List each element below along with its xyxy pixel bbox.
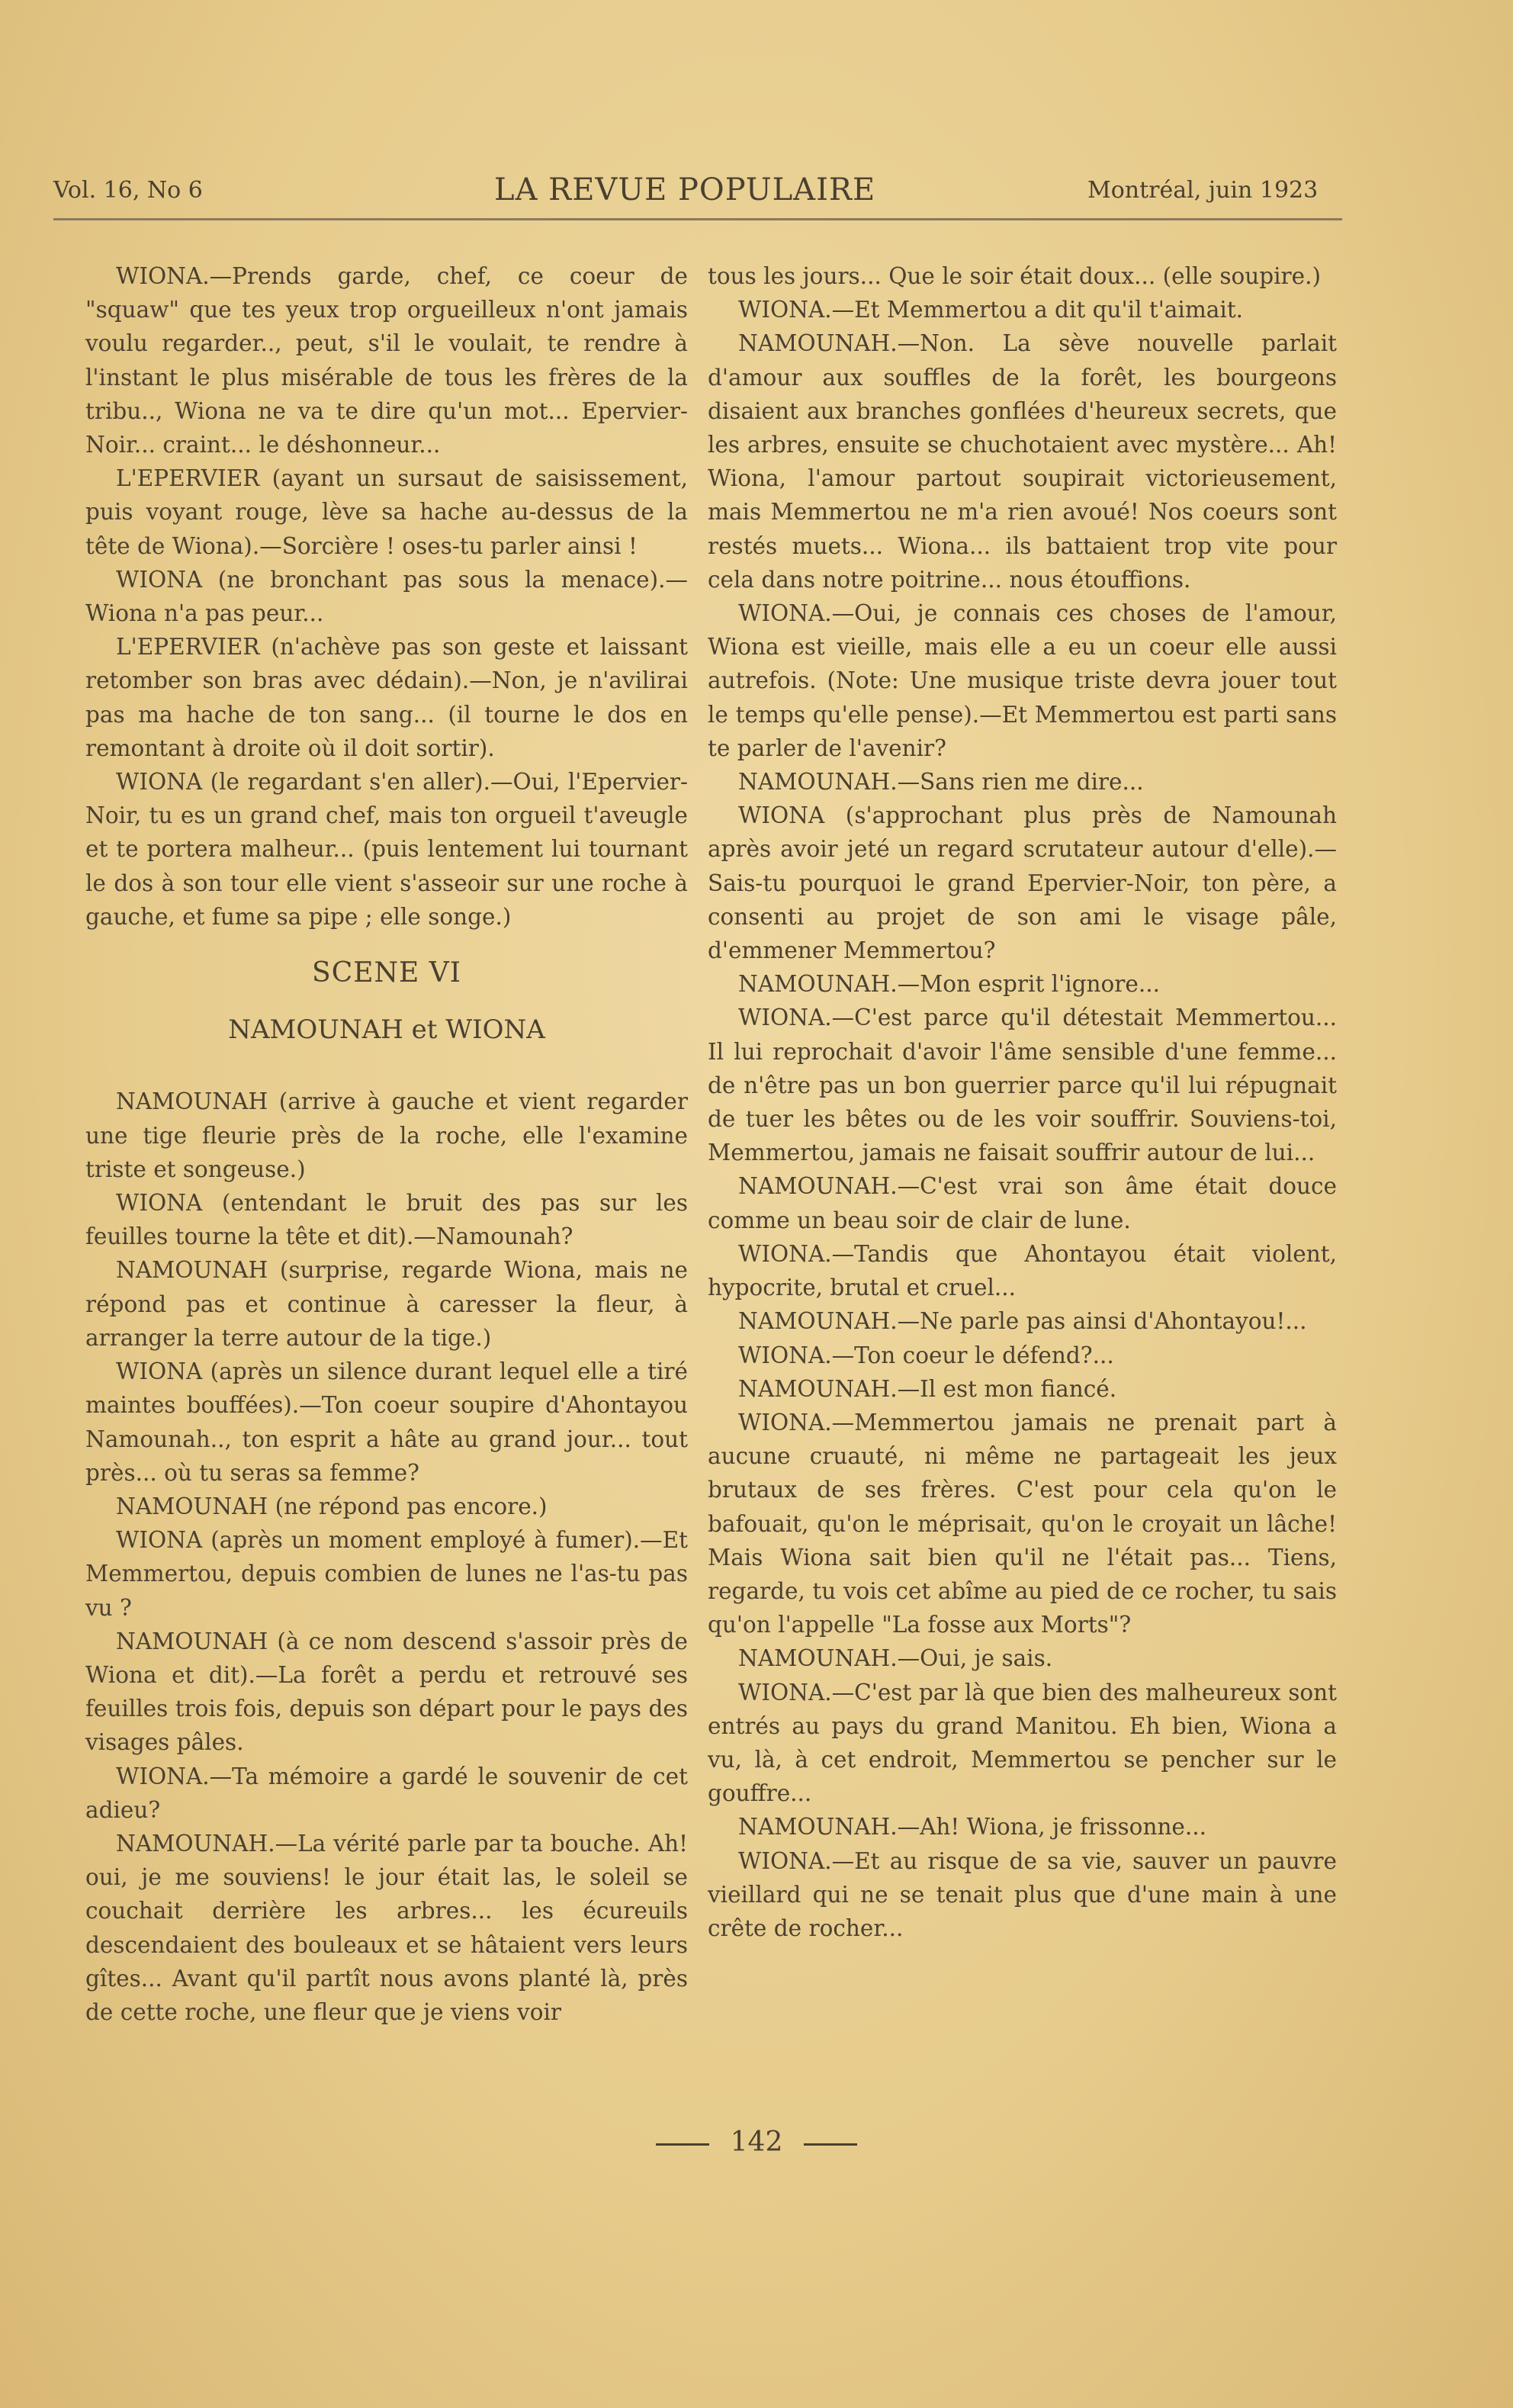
dialogue-paragraph: WIONA (après un moment employé à fumer).—Et Memmertou, depuis combien de lunes ne l'as-tu pas vu ? (85, 1527, 688, 1621)
page-footer (0, 2127, 1513, 2158)
dialogue-paragraph: NAMOUNAH.—C'est vrai son âme était douce comme un beau soir de clair de lune. (708, 1173, 1337, 1233)
dialogue-paragraph: WIONA.—Ta mémoire a gardé le souvenir de cet adieu? (85, 1763, 688, 1823)
dialogue-paragraph: NAMOUNAH.—Mon esprit l'ignore... (738, 971, 1160, 998)
dialogue-paragraph: NAMOUNAH (à ce nom descend s'assoir près de Wiona et dit).—La forêt a perdu et retrouvé ses feuilles trois fois, depuis son départ pour le pays des visages pâles. (85, 1628, 688, 1756)
dialogue-paragraph: WIONA (le regardant s'en aller).—Oui, l'Epervier-Noir, tu es un grand chef, mais ton orgueil t'aveugle et te portera malheur... (puis lentement lui tournant le dos à son tour elle vient s'asseoir sur une roche à gauche, et fume sa pipe ; elle songe.) (85, 769, 688, 930)
publication-date: Montréal, juin 1923 (1087, 177, 1319, 204)
dialogue-paragraph: WIONA (entendant le bruit des pas sur les feuilles tourne la tête et dit).—Namounah? (85, 1190, 688, 1250)
dialogue-paragraph: WIONA (s'approchant plus près de Namounah après avoir jeté un regard scrutateur autour d'elle).— Sais-tu pourquoi le grand Epervier-Noir, ton père, a consenti au projet de son ami le visage pâle, d'emmener Memmertou? (708, 802, 1337, 964)
publication-title: LA REVUE POPULAIRE (494, 172, 876, 207)
dialogue-paragraph: WIONA.—Memmertou jamais ne prenait part à aucune cruauté, ni même ne partageait les jeux brutaux de ses frères. C'est pour cela qu'on le bafouait, qu'on le méprisait, qu'on le croyait un lâche! Mais Wiona sait bien qu'il ne l'était pas... Tiens, regarde, tu vois cet abîme au pied de ce rocher, tu sais qu'on l'appelle "La fosse aux Morts"? (708, 1409, 1337, 1638)
dialogue-paragraph: NAMOUNAH.—Oui, je sais. (738, 1645, 1053, 1672)
dialogue-paragraph: WIONA.—C'est par là que bien des malheureux sont entrés au pays du grand Manitou. Eh bien, Wiona a vu, là, à cet endroit, Memmertou se pencher sur le gouffre... (708, 1679, 1337, 1807)
scene-heading: SCENE VI (312, 957, 461, 989)
dialogue-paragraph: NAMOUNAH (ne répond pas encore.) (116, 1493, 548, 1519)
footer-dash-left (656, 2143, 709, 2146)
dialogue-paragraph: L'EPERVIER (ayant un sursaut de saisissement, puis voyant rouge, lève sa hache au-dessus de la tête de Wiona).—Sorcière ! oses-tu parler ainsi ! (85, 465, 688, 559)
dialogue-continuation: tous les jours... Que le soir était doux... (elle soupire.) (708, 263, 1321, 289)
dialogue-paragraph: L'EPERVIER (n'achève pas son geste et laissant retomber son bras avec dédain).—Non, je n'avilirai pas ma hache de ton sang... (il tourne le dos en remontant à droite où il doit sortir). (85, 634, 688, 761)
dialogue-paragraph: NAMOUNAH (arrive à gauche et vient regarder une tige fleurie près de la roche, elle l'examine triste et songeuse.) (85, 1088, 688, 1182)
dialogue-paragraph: NAMOUNAH.—Non. La sève nouvelle parlait d'amour aux souffles de la forêt, les bourgeons disaient aux branches gonflées d'heureux secrets, que les arbres, ensuite se chuchotaient avec mystère... Ah! Wiona, l'amour partout soupirait victorieusement, mais Memmertou ne m'a rien avoué! Nos coeurs sont restés muets... Wiona... ils battaient trop vite pour cela dans notre poitrine... nous étouffions. (708, 330, 1337, 593)
page-header (53, 172, 1335, 223)
dialogue-paragraph: WIONA.—C'est parce qu'il détestait Memmertou... Il lui reprochait d'avoir l'âme sensible d'une femme... de n'être pas un bon guerrier parce qu'il lui répugnait de tuer les bêtes ou de les voir souffrir. Souviens-toi, Memmertou, jamais ne faisait souffrir autour de lui... (708, 1005, 1337, 1166)
dialogue-paragraph: NAMOUNAH.—Il est mon fiancé. (738, 1375, 1117, 1402)
dialogue-paragraph: NAMOUNAH.—Ah! Wiona, je frissonne... (738, 1814, 1207, 1841)
dialogue-paragraph: NAMOUNAH.—La vérité parle par ta bouche. Ah! oui, je me souviens! le jour était las, le soleil se couchait derrière les arbres... les écureuils descendaient des bouleaux et se hâtaient vers leurs gîtes... Avant qu'il partît nous avons planté là, près de cette roche, une fleur que je viens voir (85, 1830, 688, 2025)
dialogue-paragraph: WIONA (après un silence durant lequel elle a tiré maintes bouffées).—Ton coeur soupire d'Ahontayou Namounah.., ton esprit a hâte au grand jour... tout près... où tu seras sa femme? (85, 1358, 688, 1486)
dialogue-paragraph: WIONA.—Tandis que Ahontayou était violent, hypocrite, brutal et cruel... (708, 1240, 1337, 1301)
volume-number: Vol. 16, No 6 (53, 177, 203, 204)
dialogue-paragraph: WIONA.—Prends garde, chef, ce coeur de "squaw" que tes yeux trop orgueilleux n'ont jamais voulu regarder.., peut, s'il le voulait, te rendre à l'instant le plus misérable de tous les frères de la tribu.., Wiona ne va te dire qu'un mot... Epervier-Noir... craint... le déshonneur... (85, 263, 688, 458)
dialogue-paragraph: NAMOUNAH.—Sans rien me dire... (738, 769, 1144, 796)
right-column (708, 259, 1337, 1945)
dialogue-paragraph: NAMOUNAH (surprise, regarde Wiona, mais ne répond pas et continue à caresser la fleur, à arranger la terre autour de la tige.) (85, 1257, 688, 1351)
dialogue-paragraph: WIONA (ne bronchant pas sous la menace).—Wiona n'a pas peur... (85, 566, 688, 627)
header-rule (53, 218, 1342, 220)
scene-characters: NAMOUNAH et WIONA (228, 1014, 545, 1046)
dialogue-paragraph: WIONA.—Ton coeur le défend?... (738, 1342, 1114, 1368)
dialogue-paragraph: WIONA.—Oui, je connais ces choses de l'amour, Wiona est vieille, mais elle a eu un coeur elle aussi autrefois. (Note: Une musique triste devra jouer tout le temps qu'elle pense).—Et Memmertou est parti sans te parler de l'avenir? (708, 600, 1337, 761)
footer-dash-right (804, 2143, 857, 2146)
dialogue-paragraph: WIONA.—Et au risque de sa vie, sauver un pauvre vieillard qui ne se tenait plus que d'une main à une crête de rocher... (708, 1847, 1337, 1941)
dialogue-paragraph: WIONA.—Et Memmertou a dit qu'il t'aimait. (738, 297, 1244, 323)
page-number: 142 (730, 2127, 783, 2158)
left-column (85, 259, 688, 2029)
dialogue-paragraph: NAMOUNAH.—Ne parle pas ainsi d'Ahontayou!... (738, 1308, 1307, 1335)
